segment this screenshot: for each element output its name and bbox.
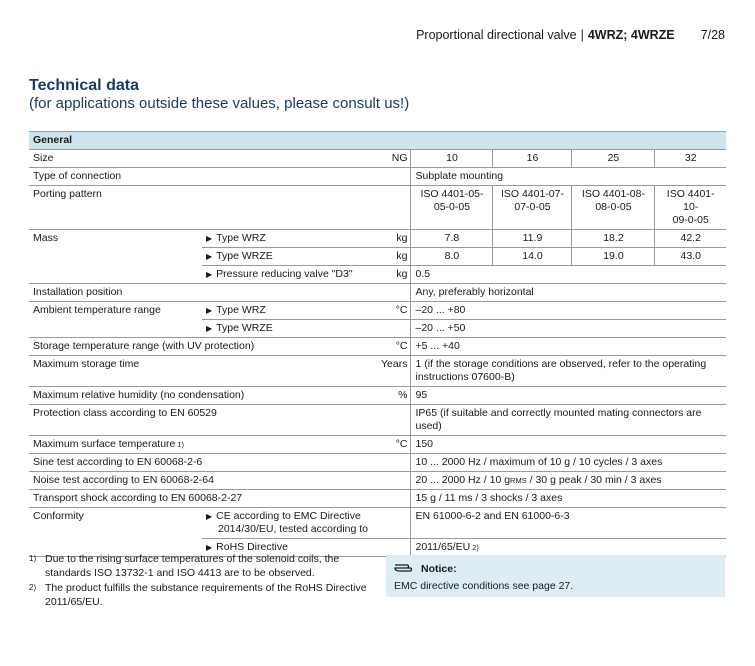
table-row: Installation position Any, preferably horizontal: [29, 284, 726, 302]
header-text: Proportional directional valve: [416, 28, 577, 42]
table-row: ▶ Type WRZE kg 8.0 14.0 19.0 43.0: [29, 248, 726, 266]
table-row: ▶ Pressure reducing valve "D3" kg 0.5: [29, 266, 726, 284]
table-row: Protection class according to EN 60529 IP65 (if suitable and correctly mounted mating connectors are used): [29, 405, 726, 436]
table-row: Mass ▶ Type WRZ kg 7.8 11.9 18.2 42.2: [29, 230, 726, 248]
technical-data-table: [29, 131, 726, 557]
header-product: 4WRZ; 4WRZE: [587, 28, 675, 42]
page-number: 7/28: [700, 28, 725, 42]
triangle-bullet-icon: ▶: [205, 324, 213, 333]
table-row: Size NG 10 16 25 32: [29, 150, 726, 168]
notice-box: [386, 555, 725, 597]
notice-title: Notice:: [421, 562, 457, 575]
triangle-bullet-icon: ▶: [205, 512, 213, 521]
triangle-bullet-icon: ▶: [205, 270, 213, 279]
footnotes: [29, 552, 369, 610]
notice-body: EMC directive conditions see page 27.: [394, 580, 574, 592]
table-row: Maximum surface temperature $^{1)}$ °C 150: [29, 436, 726, 454]
triangle-bullet-icon: ▶: [205, 306, 213, 315]
table-row: Maximum storage time Years 1 (if the storage conditions are observed, refer to the operating instructions 07600-B): [29, 356, 726, 387]
table-row: Transport shock according to EN 60068-2-27 15 g / 11 ms / 3 shocks / 3 axes: [29, 490, 726, 508]
table-row: ▶ Type WRZE –20 ... +50: [29, 320, 726, 338]
footnote: 1) Due to the rising surface temperatures of the solenoid coils, the standards ISO 13732-1 and ISO 4413 are to be observed.: [29, 553, 340, 579]
table-group-header: General: [29, 132, 726, 150]
page-header: Proportional directional valve | 4WRZ; 4WRZE 7/28: [416, 28, 725, 42]
table-row: Porting pattern ISO 4401-05- 05-0-05 ISO 4401-07- 07-0-05 ISO 4401-08- 08-0-05 ISO 4401-10- 09-0-05: [29, 186, 726, 230]
table-row: Storage temperature range (with UV protection) °C +5 ... +40: [29, 338, 726, 356]
section-subtitle: (for applications outside these values, please consult us!): [29, 95, 410, 112]
footnote: 2) The product fulfills the substance requirements of the RoHS Directive 2011/65/EU.: [29, 582, 367, 608]
pointing-hand-icon: [394, 561, 416, 576]
table-row: Ambient temperature range ▶ Type WRZ °C –20 ... +80: [29, 302, 726, 320]
triangle-bullet-icon: ▶: [205, 252, 213, 261]
table-row: Noise test according to EN 60068-2-64 20 ... 2000 Hz / 10 gRMS / 30 g peak / 30 min / 3 axes: [29, 472, 726, 490]
triangle-bullet-icon: ▶: [205, 234, 213, 243]
table-row: Maximum relative humidity (no condensation) % 95: [29, 387, 726, 405]
table-row: ▶ RoHS Directive 2011/65/EU $^{2)}$: [29, 539, 726, 557]
table-row: Type of connection Subplate mounting: [29, 168, 726, 186]
table-row: Sine test according to EN 60068-2-6 10 ... 2000 Hz / maximum of 10 g / 10 cycles / 3 axes: [29, 454, 726, 472]
table-row: Conformity ▶ CE according to EMC Directive 2014/30/EU, tested according to EN 61000-6-2 and EN 61000-6-3: [29, 508, 726, 539]
section-title: Technical data: [29, 77, 139, 94]
triangle-bullet-icon: ▶: [205, 543, 213, 552]
